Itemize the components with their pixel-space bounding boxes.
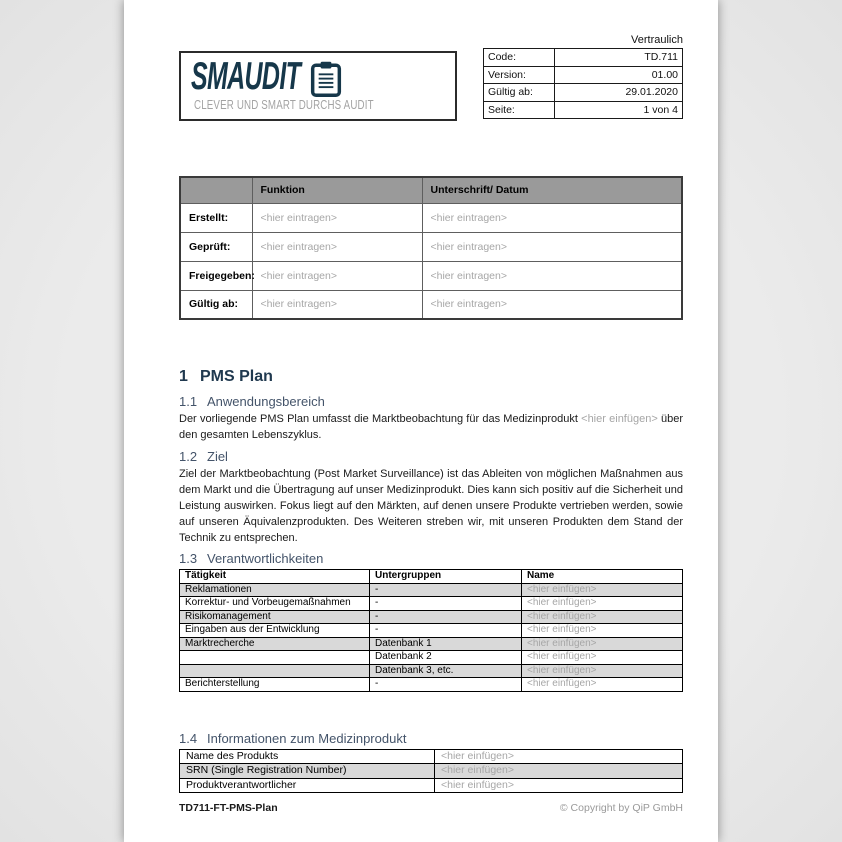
heading-verantwortlichkeiten — [179, 551, 683, 566]
resp-name-placeholder: <hier einfügen> — [522, 597, 683, 611]
table-row — [180, 749, 683, 764]
footer-document-id: TD711-FT-PMS-Plan — [179, 802, 278, 814]
sig-header-unterschrift: Unterschrift/ Datum — [422, 177, 682, 203]
paragraph-ziel: Ziel der Marktbeobachtung (Post Market Surveillance) ist das Ableiten von möglichen Maßnahmen aus dem Markt und die Übertragung auf unser Medizinprodukt. Dies kann sich positiv auf die Sicherheit und Leistung auswirken. Fokus liegt auf den Märkten, auf denen unsere Produkte vertrieben werden, sowie auf unseren Äquivalenzprodukten. Des Weiteren streben wir, mit unseren Produkten dem Stand der Technik zu entsprechen. — [179, 468, 683, 544]
document-header — [179, 48, 683, 121]
meta-value-page: 1 von 4 — [555, 101, 683, 119]
heading-informationen-medizinprodukt — [179, 731, 683, 746]
meta-value-code: TD.711 — [555, 49, 683, 67]
resp-name-placeholder: <hier einfügen> — [522, 624, 683, 638]
product-value-placeholder: <hier einfügen> — [435, 778, 683, 793]
heading-title: PMS Plan — [200, 368, 273, 385]
table-row — [180, 583, 683, 597]
logo-mark — [191, 55, 455, 98]
sig-unterschrift-placeholder: <hier eintragen> — [422, 203, 682, 232]
heading-pms-plan — [179, 367, 683, 386]
sig-row-label: Geprüft: — [180, 232, 252, 261]
footer-copyright: © Copyright by QiP GmbH — [559, 802, 683, 814]
heading-title: Verantwortlichkeiten — [207, 551, 324, 566]
sig-row-label: Freigegeben: — [180, 261, 252, 290]
table-row — [180, 261, 682, 290]
table-header-row — [180, 570, 683, 584]
resp-name-placeholder: <hier einfügen> — [522, 664, 683, 678]
heading-number: 1.1 — [179, 394, 198, 409]
table-row — [180, 778, 683, 793]
meta-label-code: Code: — [484, 49, 555, 67]
resp-activity: Risikomanagement — [180, 610, 370, 624]
table-row — [180, 764, 683, 779]
table-row — [484, 101, 683, 119]
document-page — [124, 0, 718, 842]
paragraph-text: über den gesamten Lebenszyklus. — [179, 413, 684, 441]
resp-activity: Eingaben aus der Entwicklung — [180, 624, 370, 638]
heading-number: 1.4 — [179, 730, 198, 746]
heading-number: 1.2 — [179, 449, 198, 464]
heading-ziel — [179, 449, 683, 464]
table-header-row — [180, 177, 682, 203]
resp-name-placeholder: <hier einfügen> — [522, 678, 683, 692]
sig-unterschrift-placeholder: <hier eintragen> — [422, 232, 682, 261]
sig-header-empty — [180, 177, 252, 203]
sig-funktion-placeholder: <hier eintragen> — [252, 232, 422, 261]
meta-label-valid-from: Gültig ab: — [484, 84, 555, 102]
product-label: Name des Produkts — [180, 749, 435, 764]
resp-activity — [180, 664, 370, 678]
sig-row-label: Gültig ab: — [180, 290, 252, 319]
sig-row-label: Erstellt: — [180, 203, 252, 232]
product-label: SRN (Single Registration Number) — [180, 764, 435, 779]
sig-funktion-placeholder: <hier eintragen> — [252, 261, 422, 290]
heading-number: 1.3 — [179, 551, 198, 566]
sig-unterschrift-placeholder: <hier eintragen> — [422, 261, 682, 290]
resp-activity: Berichterstellung — [180, 678, 370, 692]
page-footer — [179, 802, 683, 814]
resp-subgroup: - — [370, 583, 522, 597]
table-row — [180, 637, 683, 651]
resp-subgroup: - — [370, 597, 522, 611]
sig-funktion-placeholder: <hier eintragen> — [252, 203, 422, 232]
heading-title: Informationen zum Medizinprodukt — [207, 730, 407, 746]
sig-unterschrift-placeholder: <hier eintragen> — [422, 290, 682, 319]
resp-subgroup: - — [370, 678, 522, 692]
paragraph-text: Der vorliegende PMS Plan umfasst die Marktbeobachtung für das Medizinprodukt — [179, 413, 582, 425]
meta-label-page: Seite: — [484, 101, 555, 119]
resp-subgroup: Datenbank 3, etc. — [370, 664, 522, 678]
product-label: Produktverantwortlicher — [180, 778, 435, 793]
heading-number: 1 — [179, 368, 188, 385]
resp-name-placeholder: <hier einfügen> — [522, 651, 683, 665]
resp-activity — [180, 651, 370, 665]
logo-tagline: CLEVER UND SMART DURCHS AUDIT — [194, 98, 374, 112]
resp-header-untergruppen: Untergruppen — [370, 570, 522, 584]
resp-activity: Korrektur- und Vorbeugemaßnahmen — [180, 597, 370, 611]
resp-name-placeholder: <hier einfügen> — [522, 583, 683, 597]
resp-name-placeholder: <hier einfügen> — [522, 637, 683, 651]
table-row — [484, 49, 683, 67]
heading-title: Anwendungsbereich — [207, 394, 325, 409]
table-row — [180, 203, 682, 232]
resp-name-placeholder: <hier einfügen> — [522, 610, 683, 624]
product-info-table — [179, 749, 683, 794]
heading-title: Ziel — [207, 449, 228, 464]
table-row — [180, 290, 682, 319]
table-row — [180, 678, 683, 692]
sig-header-funktion: Funktion — [252, 177, 422, 203]
signature-table — [179, 176, 683, 320]
inline-placeholder: <hier einfügen> — [581, 413, 658, 425]
table-row — [180, 232, 682, 261]
resp-subgroup: Datenbank 2 — [370, 651, 522, 665]
meta-value-version: 01.00 — [555, 66, 683, 84]
clipboard-icon — [310, 61, 342, 102]
table-row — [180, 664, 683, 678]
sig-funktion-placeholder: <hier eintragen> — [252, 290, 422, 319]
resp-activity: Marktrecherche — [180, 637, 370, 651]
table-row — [484, 84, 683, 102]
resp-activity: Reklamationen — [180, 583, 370, 597]
confidential-label: Vertraulich — [631, 34, 683, 46]
heading-anwendungsbereich — [179, 394, 683, 409]
table-row — [484, 66, 683, 84]
logo-wordmark: SMAUDIT — [191, 55, 301, 98]
table-row — [180, 597, 683, 611]
meta-value-valid-from: 29.01.2020 — [555, 84, 683, 102]
product-value-placeholder: <hier einfügen> — [435, 764, 683, 779]
document-meta-table — [483, 48, 683, 119]
product-value-placeholder: <hier einfügen> — [435, 749, 683, 764]
paragraph-anwendungsbereich — [179, 411, 683, 443]
resp-subgroup: - — [370, 610, 522, 624]
table-row — [180, 624, 683, 638]
resp-header-name: Name — [522, 570, 683, 584]
logo-box — [179, 51, 457, 121]
responsibilities-table — [179, 569, 683, 692]
resp-header-taetigkeit: Tätigkeit — [180, 570, 370, 584]
page-content — [124, 0, 718, 814]
resp-subgroup: - — [370, 624, 522, 638]
resp-subgroup: Datenbank 1 — [370, 637, 522, 651]
meta-label-version: Version: — [484, 66, 555, 84]
table-row — [180, 651, 683, 665]
table-row — [180, 610, 683, 624]
